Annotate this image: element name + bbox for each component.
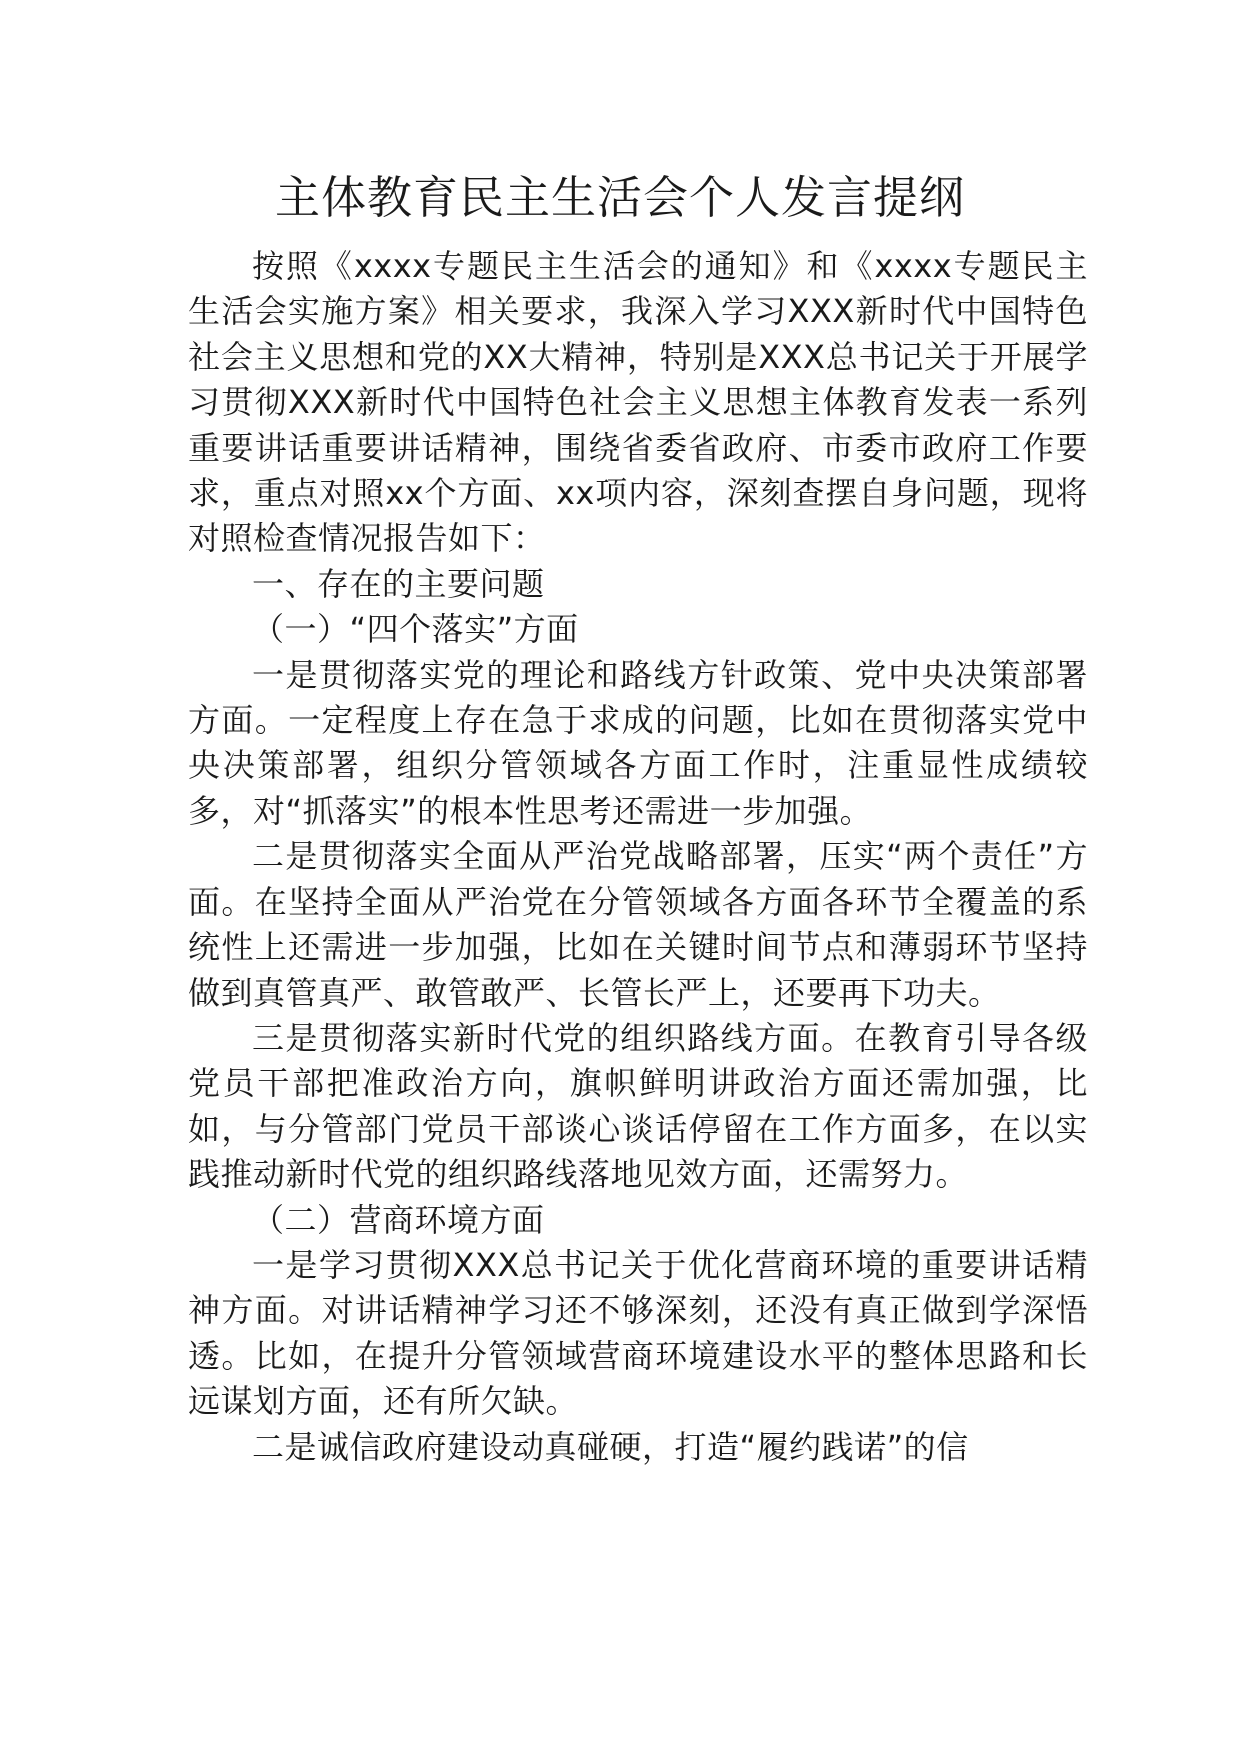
section-heading-1: 一、存在的主要问题 <box>252 564 545 603</box>
body-paragraph: 二是贯彻落实全面从严治党战略部署，压实“两个责任”方面。在坚持全面从严治党在分管领域各方面各环节全覆盖的系统性上还需进一步加强，比如在关键时间节点和薄弱环节坚持做到真管真严、敢管敢严、长管长严上，还要再下功夫。 <box>188 837 1088 1012</box>
body-paragraph: 二是诚信政府建设动真碰硬，打造“履约践诺”的信 <box>252 1427 969 1466</box>
document-body <box>188 244 1088 1470</box>
body-paragraph: 一是贯彻落实党的理论和路线方针政策、党中央决策部署方面。一定程度上存在急于求成的问题，比如在贯彻落实党中央决策部署，组织分管领域各方面工作时，注重显性成绩较多，对“抓落实”的根本性思考还需进一步加强。 <box>188 655 1088 830</box>
body-paragraph: 三是贯彻落实新时代党的组织路线方面。在教育引导各级党员干部把准政治方向，旗帜鲜明讲政治方面还需加强，比如，与分管部门党员干部谈心谈话停留在工作方面多，在以实践推动新时代党的组织路线落地见效方面，还需努力。 <box>188 1018 1088 1194</box>
body-paragraph: 一是学习贯彻XXX总书记关于优化营商环境的重要讲话精神方面。对讲话精神学习还不够深刻，还没有真正做到学深悟透。比如，在提升分管领域营商环境建设水平的整体思路和长远谋划方面，还有所欠缺。 <box>188 1245 1088 1421</box>
subsection-heading-2: （二）营商环境方面 <box>252 1200 545 1239</box>
document-title: 主体教育民主生活会个人发言提纲 <box>274 171 965 224</box>
subsection-heading-1: （一）“四个落实”方面 <box>252 610 579 649</box>
intro-paragraph: 按照《xxxx专题民主生活会的通知》和《xxxx专题民主生活会实施方案》相关要求，我深入学习XXX新时代中国特色社会主义思想和党的XX大精神，特别是XXX总书记关于开展学习贯彻XXX新时代中国特色社会主义思想主体教育发表一系列重要讲话重要讲话精神，围绕省委省政府、市委市政府工作要求，重点对照xx个方面、xx项内容，深刻查摆自身问题，现将对照检查情况报告如下： <box>188 247 1088 558</box>
